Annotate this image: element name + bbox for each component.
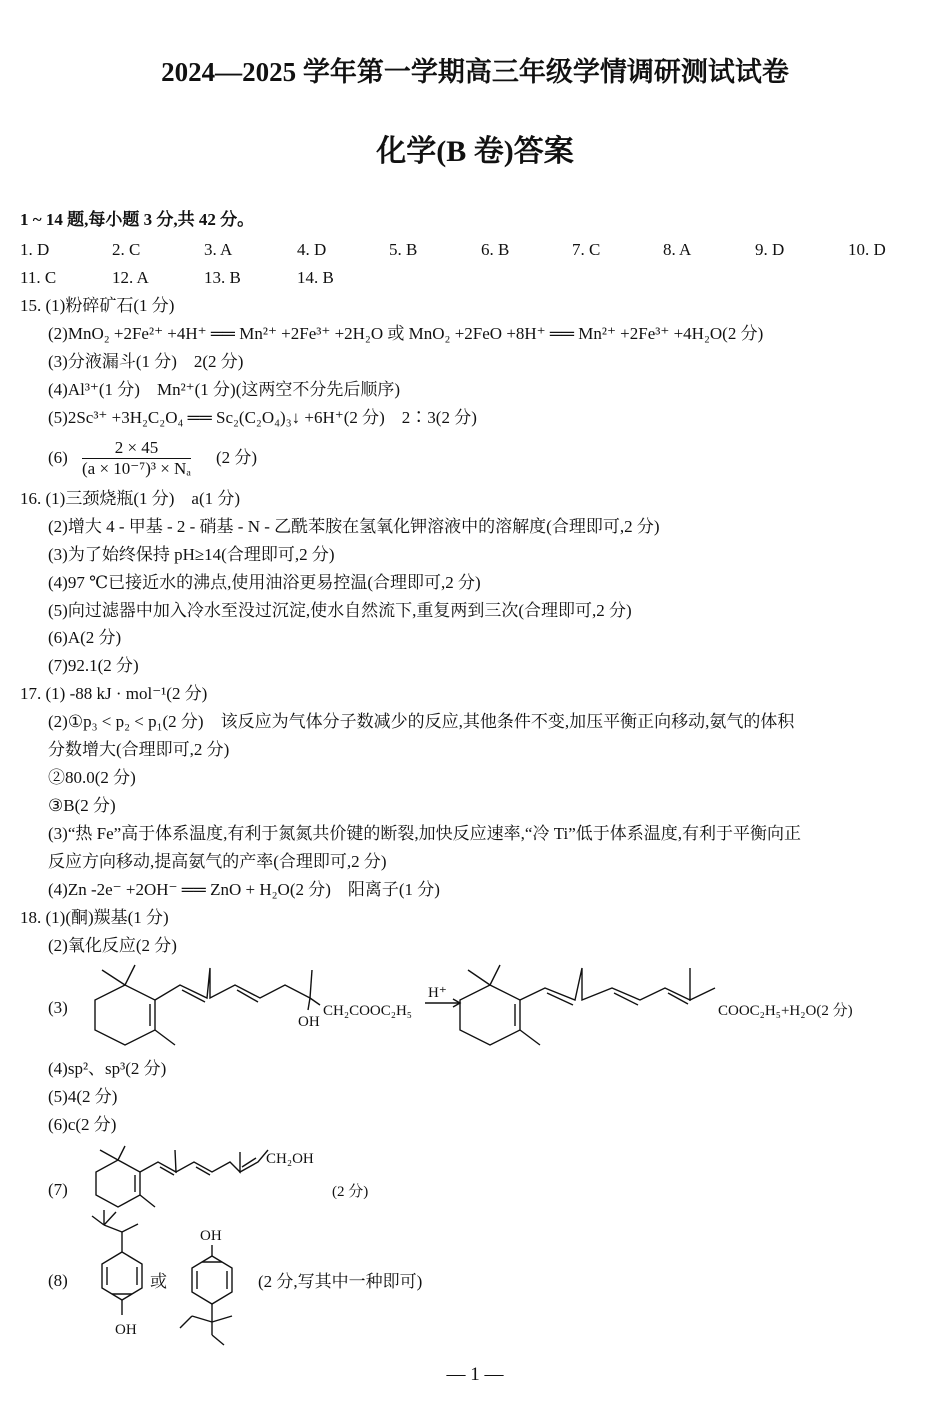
mc-intro: 1 ~ 14 题,每小题 3 分,共 42 分。 (20, 210, 255, 229)
mc-answer: 14. B (297, 268, 334, 287)
mc-answer: 7. C (572, 240, 601, 259)
mc-answer: 4. D (297, 240, 327, 259)
mc-answer: 1. D (20, 240, 50, 259)
q17-line: 分数增大(合理即可,2 分) (48, 740, 230, 759)
product-structure (460, 965, 715, 1045)
q17-line: ②80.0(2 分) (48, 768, 136, 787)
q18-line: (3) (48, 998, 68, 1017)
q15-line: (2)MnO₂ +2Fe²⁺ +4H⁺ ══ Mn²⁺ +2Fe³⁺ +2H₂O 或 MnO₂ +2FeO +8H⁺ ══ Mn²⁺ +2Fe³⁺ +4H₂O(2 分) (48, 324, 764, 343)
q17-line: 17. (1) -88 kJ · mol⁻¹(2 分) (20, 684, 208, 703)
hydroxyl-label: OH (298, 1014, 320, 1030)
q16-line: (4)97 ℃已接近水的沸点,使用油浴更易控温(合理即可,2 分) (48, 573, 481, 592)
q18-7-score: (2 分) (332, 1184, 369, 1200)
fraction-numerator: 2 × 45 (82, 438, 191, 459)
q16-line: (3)为了始终保持 pH≥14(合理即可,2 分) (48, 545, 335, 564)
q15-line: (5)2Sc³⁺ +3H₂C₂O₄ ══ Sc₂(C₂O₄)₃↓ +6H⁺(2 分) 2∶3(2 分) (48, 408, 477, 427)
mc-answer: 10. D (848, 240, 886, 259)
phenol-isomer-2 (180, 1245, 232, 1345)
mc-answer: 5. B (389, 240, 418, 259)
mc-answer: 13. B (204, 268, 241, 287)
q18-line: (7) (48, 1180, 68, 1199)
product-ester-label: COOC₂H₅+H₂O(2 分) (718, 1003, 853, 1019)
q17-line: ③B(2 分) (48, 796, 116, 815)
q15-score: (2 分) (216, 448, 258, 467)
phenol-oh-label-1: OH (115, 1322, 137, 1338)
phenol-oh-label-2: OH (200, 1228, 222, 1244)
reactant-structure (95, 965, 320, 1045)
mc-answer: 12. A (112, 268, 149, 287)
mc-answer: 3. A (204, 240, 233, 259)
arrow-catalyst-label: H⁺ (428, 985, 447, 1001)
q15-line: 15. (1)粉碎矿石(1 分) (20, 296, 175, 315)
q18-line: (2)氧化反应(2 分) (48, 936, 177, 955)
retinol-structure (96, 1146, 268, 1207)
q15-line: (6) (48, 448, 68, 467)
mc-answer: 9. D (755, 240, 785, 259)
reactant-ester-label: CH₂COOC₂H₅ (323, 1003, 413, 1019)
or-label: 或 (150, 1272, 167, 1291)
mc-answer: 11. C (20, 268, 57, 287)
q18-8-score: (2 分,写其中一种即可) (258, 1272, 423, 1291)
q18-line: (5)4(2 分) (48, 1087, 118, 1106)
q18-line: (8) (48, 1271, 68, 1290)
q15-line: (3)分液漏斗(1 分) 2(2 分) (48, 352, 244, 371)
phenol-isomer-1 (92, 1210, 142, 1315)
q16-line: (2)增大 4 - 甲基 - 2 - 硝基 - N - 乙酰苯胺在氢氧化钾溶液中的溶解度(合理即可,2 分) (48, 517, 660, 536)
page-subtitle: 化学(B 卷)答案 (376, 135, 574, 168)
q18-line: (6)c(2 分) (48, 1115, 117, 1134)
q17-line: (3)“热 Fe”高于体系温度,有利于氮氮共价键的断裂,加快反应速率,“冷 Ti”低于体系温度,有利于平衡向正 (48, 824, 802, 843)
fraction-denominator: (a × 10⁻⁷)³ × Nₐ (82, 459, 191, 478)
mc-answer: 6. B (481, 240, 510, 259)
q17-line: 反应方向移动,提高氨气的产率(合理即可,2 分) (48, 852, 387, 871)
q15-line: (4)Al³⁺(1 分) Mn²⁺(1 分)(这两空不分先后顺序) (48, 380, 401, 399)
q17-line: (4)Zn -2e⁻ +2OH⁻ ══ ZnO + H₂O(2 分) 阳离子(1 分) (48, 880, 440, 899)
q16-line: (5)向过滤器中加入冷水至没过沉淀,使水自然流下,重复两到三次(合理即可,2 分) (48, 601, 632, 620)
q17-line: (2)①p₃ < p₂ < p₁(2 分) 该反应为气体分子数减少的反应,其他条件不变,加压平衡正向移动,氨气的体积 (48, 712, 795, 731)
page-number: — 1 — (446, 1364, 504, 1385)
q16-line: (7)92.1(2 分) (48, 656, 139, 675)
ch2oh-label: CH₂OH (266, 1151, 314, 1167)
exam-title: 2024—2025 学年第一学期高三年级学情调研测试试卷 (161, 57, 789, 87)
mc-answer: 8. A (663, 240, 692, 259)
q18-line: (4)sp²、sp³(2 分) (48, 1059, 167, 1078)
mc-answer: 2. C (112, 240, 141, 259)
q18-line: 18. (1)(酮)羰基(1 分) (20, 908, 169, 927)
q16-line: (6)A(2 分) (48, 628, 122, 647)
q16-line: 16. (1)三颈烧瓶(1 分) a(1 分) (20, 489, 241, 508)
